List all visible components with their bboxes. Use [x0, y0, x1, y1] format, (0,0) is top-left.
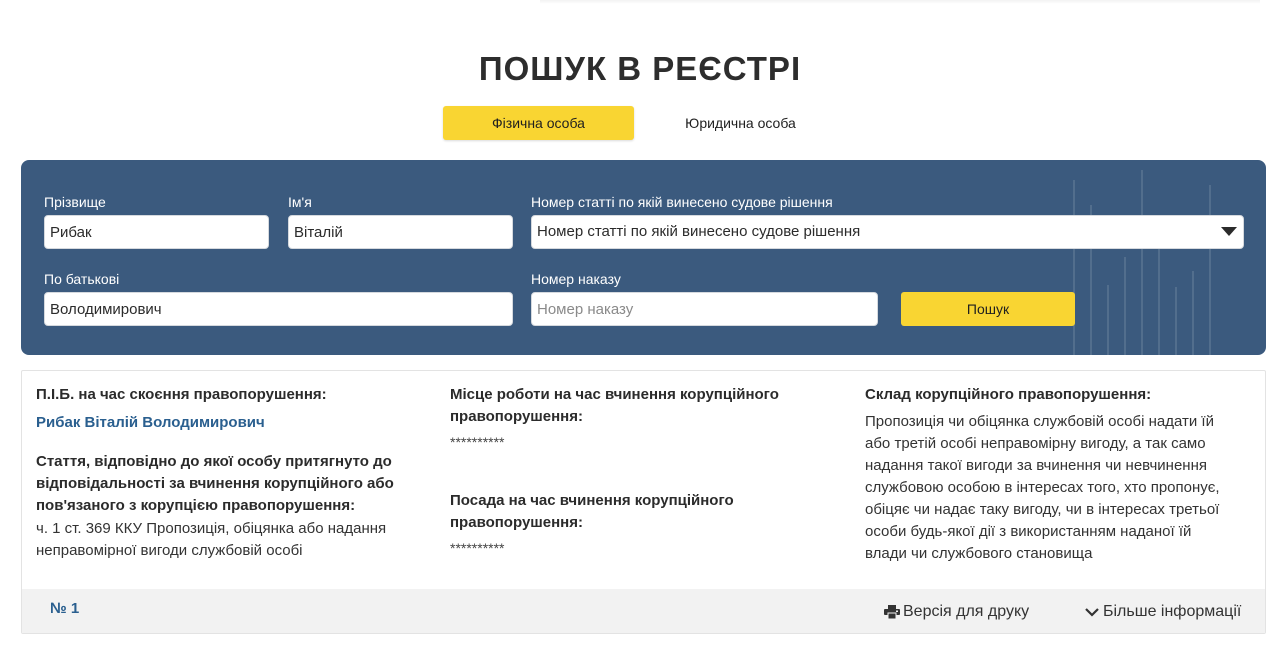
position-label-line1: Посада на час вчинення корупційного: [450, 492, 734, 509]
page-title: ПОШУК В РЕЄСТРІ: [478, 50, 802, 87]
decor-line: [1175, 287, 1177, 355]
composition-label: Склад корупційного правопорушення:: [865, 386, 1152, 403]
person-type-tabs: [443, 106, 843, 140]
surname-field[interactable]: [44, 215, 269, 249]
decor-line: [1192, 271, 1194, 355]
workplace-label-line1: Місце роботи на час вчинення корупційного: [450, 386, 779, 403]
composition-line: службовою особою в інтересах того, хто пропонує,: [865, 479, 1220, 496]
position-label-line2: правопорушення:: [450, 514, 583, 531]
workplace-label-line2: правопорушення:: [450, 408, 583, 425]
result-footer: [22, 589, 1265, 633]
patronymic-label: По батькові: [44, 271, 120, 287]
fio-label: П.І.Б. на час скоєння правопорушення:: [36, 386, 327, 403]
article-info-label-line2: відповідальності за вчинення корупційного або: [36, 475, 394, 492]
decor-line: [1124, 257, 1126, 355]
composition-line: або третій особі неправомірну вигоду, а так само: [865, 435, 1206, 452]
chevron-down-icon: [1084, 606, 1100, 618]
result-number: № 1: [50, 600, 80, 617]
article-info-label-line3: пов'язаного з корупцією правопорушення:: [36, 497, 356, 514]
surname-label: Прізвище: [44, 194, 106, 210]
result-column-person: [36, 384, 426, 562]
search-button[interactable]: Пошук: [901, 292, 1075, 326]
composition-line: особи будь-якої дії з використанням наданої їй: [865, 523, 1192, 540]
name-field[interactable]: [288, 215, 513, 249]
decor-line: [1158, 243, 1160, 355]
article-info-value-line1: ч. 1 ст. 369 ККУ Пропозиція, обіцянка або надання: [36, 520, 387, 537]
decor-line: [1141, 170, 1143, 355]
article-select[interactable]: [531, 215, 1244, 249]
composition-line: надання такої вигоди за вчинення чи невчинення: [865, 457, 1207, 474]
composition-line: влади чи службового становища: [865, 545, 1093, 562]
result-card: [21, 370, 1266, 634]
decor-line: [1073, 180, 1075, 355]
caret-down-icon: [1221, 227, 1237, 236]
print-version-label: Версія для друку: [903, 603, 1030, 620]
composition-line: обіцяє чи надає таку вигоду, чи в інтересах третьої: [865, 501, 1220, 518]
article-label: Номер статті по якій винесено судове рішення: [531, 194, 833, 210]
patronymic-field[interactable]: [44, 292, 513, 326]
order-number-label: Номер наказу: [531, 271, 621, 287]
more-info-label: Більше інформації: [1103, 603, 1242, 620]
tab-individual[interactable]: Фізична особа: [443, 106, 634, 140]
order-number-field[interactable]: [531, 292, 878, 326]
tab-legal-entity[interactable]: Юридична особа: [685, 115, 796, 131]
result-column-composition: [865, 384, 1257, 565]
decor-line: [1107, 285, 1109, 355]
article-select-value: Номер статті по якій винесено судове рішення: [537, 223, 861, 240]
print-version-link[interactable]: [884, 603, 1029, 621]
more-info-link[interactable]: [1084, 603, 1241, 621]
position-value: **********: [450, 540, 505, 556]
composition-line: Пропозиція чи обіцянка службовій особі надати їй: [865, 413, 1214, 430]
fio-value[interactable]: Рибак Віталій Володимирович: [36, 414, 265, 431]
workplace-value: **********: [450, 434, 505, 450]
result-column-work: [450, 384, 830, 559]
name-label: Ім'я: [288, 194, 312, 210]
article-info-value-line2: неправомірної вигоди службовій особі: [36, 542, 303, 559]
article-info-label-line1: Стаття, відповідно до якої особу притягнуто до: [36, 453, 392, 470]
header-shadow: [540, 0, 1260, 4]
search-panel: [21, 160, 1266, 355]
decor-line: [1209, 185, 1211, 355]
printer-icon: [884, 605, 900, 619]
